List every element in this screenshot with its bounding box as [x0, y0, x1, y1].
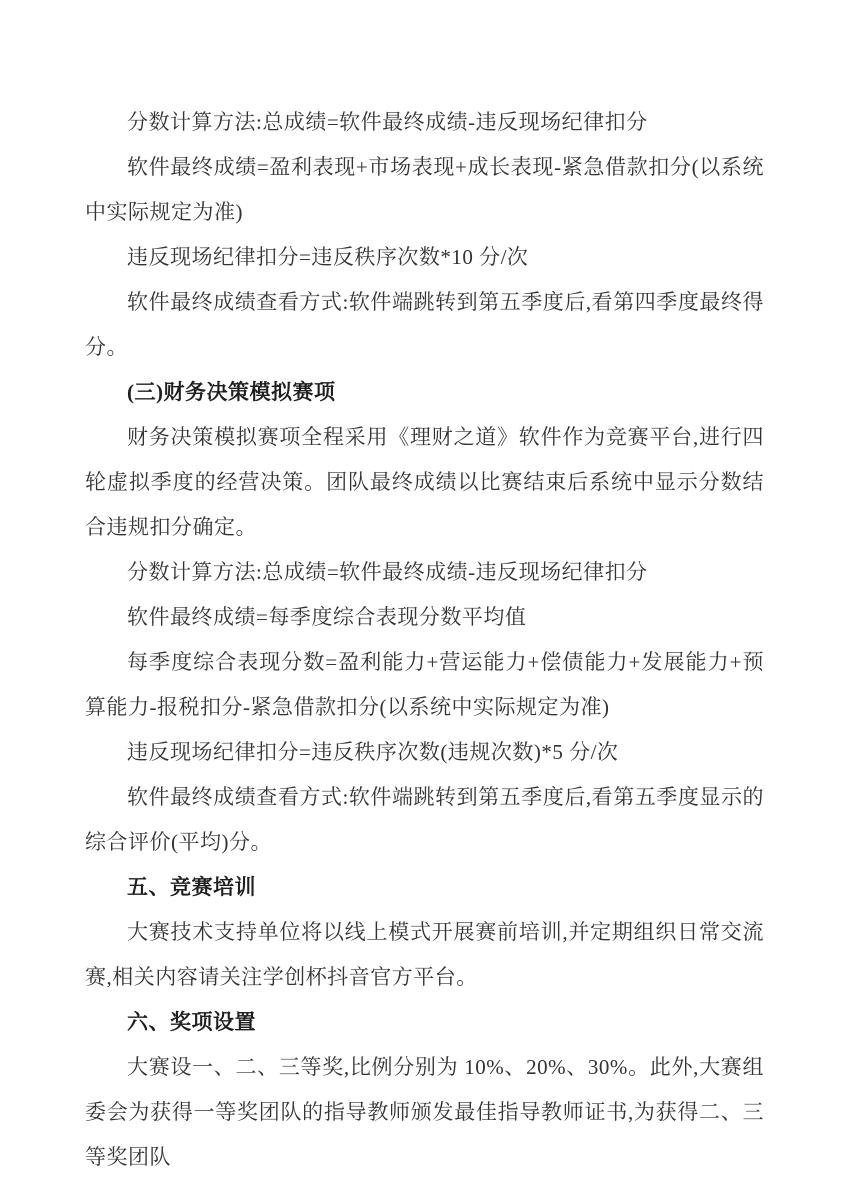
paragraph-software-final-score-formula-marketing: 软件最终成绩=盈利表现+市场表现+成长表现-紧急借款扣分(以系统中实际规定为准) [85, 155, 764, 224]
paragraph-finance-sim-intro: 财务决策模拟赛项全程采用《理财之道》软件作为竞赛平台,进行四轮虚拟季度的经营决策。团队最终成绩以比赛结束后系统中显示分数结合违规扣分确定。 [85, 425, 764, 539]
paragraph-discipline-deduction-formula-marketing: 违反现场纪律扣分=违反秩序次数*10 分/次 [127, 245, 529, 269]
paragraph-discipline-deduction-formula-finance: 违反现场纪律扣分=违反秩序次数(违规次数)*5 分/次 [127, 740, 619, 764]
paragraph-score-calc-method-finance: 分数计算方法:总成绩=软件最终成绩-违反现场纪律扣分 [127, 560, 648, 584]
paragraph-score-view-method-marketing: 软件最终成绩查看方式:软件端跳转到第五季度后,看第四季度最终得分。 [85, 290, 764, 359]
paragraph-score-view-method-finance: 软件最终成绩查看方式:软件端跳转到第五季度后,看第五季度显示的综合评价(平均)分。 [85, 785, 764, 854]
paragraph-score-calc-method-marketing: 分数计算方法:总成绩=软件最终成绩-违反现场纪律扣分 [127, 110, 648, 134]
paragraph-quarter-score-formula: 每季度综合表现分数=盈利能力+营运能力+偿债能力+发展能力+预算能力-报税扣分-紧急借款扣分(以系统中实际规定为准) [85, 650, 764, 719]
paragraph-competition-training-info: 大赛技术支持单位将以线上模式开展赛前培训,并定期组织日常交流赛,相关内容请关注学创杯抖音官方平台。 [85, 920, 764, 989]
heading-heading-competition-training: 五、竞赛培训 [127, 875, 256, 899]
paragraph-software-final-score-formula-finance: 软件最终成绩=每季度综合表现分数平均值 [127, 605, 527, 629]
heading-heading-award-settings: 六、奖项设置 [127, 1010, 256, 1034]
paragraph-award-settings-info: 大赛设一、二、三等奖,比例分别为 10%、20%、30%。此外,大赛组委会为获得一等奖团队的指导教师颁发最佳指导教师证书,为获得二、三等奖团队 [85, 1055, 764, 1169]
heading-heading-finance-sim-event: (三)财务决策模拟赛项 [127, 380, 336, 404]
document-body [85, 100, 764, 1180]
